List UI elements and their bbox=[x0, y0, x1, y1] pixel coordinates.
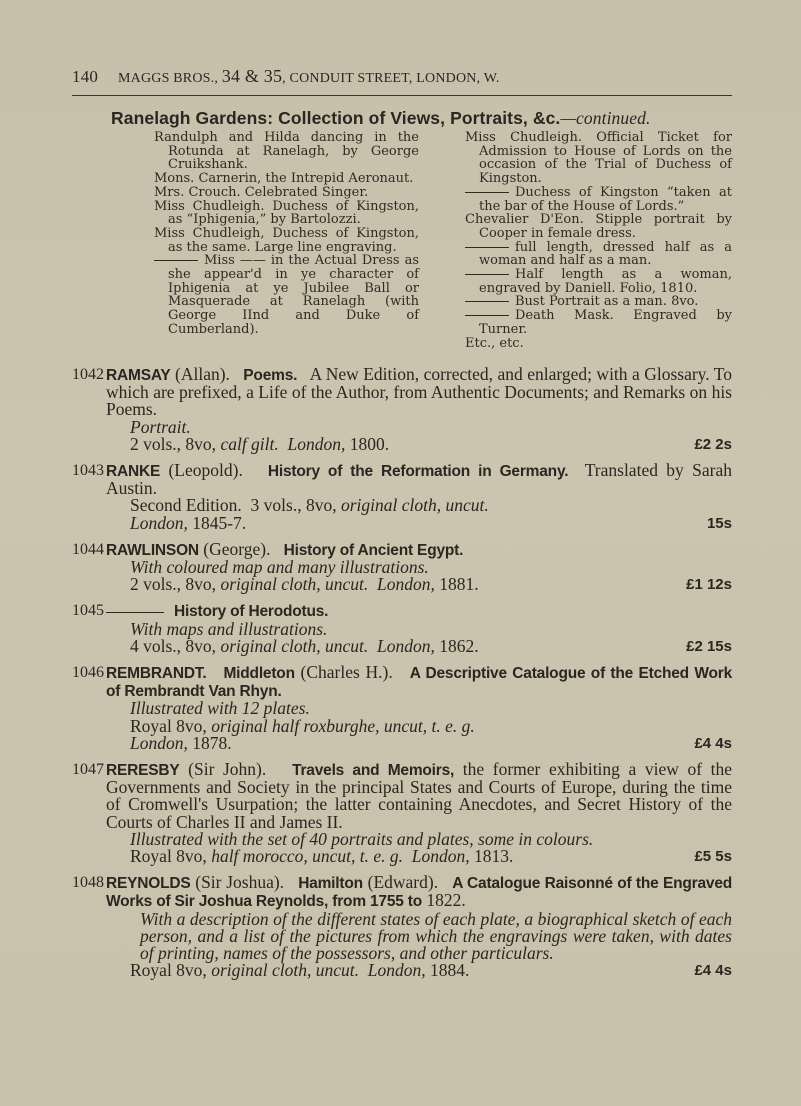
catalogue-entry-1045 bbox=[72, 602, 732, 655]
entry-description: REMBRANDT. Middleton (Charles H.). A Descriptive Catalogue of the Etched Work of Rembrandt Van Rhyn. bbox=[106, 662, 733, 701]
lot-number: 1043 bbox=[72, 462, 104, 480]
catalogue-entry-1042 bbox=[72, 366, 732, 453]
entry-note: With coloured map and many illustrations. bbox=[130, 557, 429, 578]
left-column bbox=[154, 131, 419, 337]
lot-number: 1047 bbox=[72, 761, 104, 779]
section-title: Ranelagh Gardens: Collection of Views, Portraits, &c.—continued. bbox=[111, 108, 651, 128]
lot-number: 1048 bbox=[72, 874, 104, 892]
ditto-dash bbox=[465, 301, 509, 302]
entry-format-line: Royal 8vo, original cloth, uncut. London, 1884. £4 4s bbox=[130, 960, 732, 981]
entry-format-line: Royal 8vo, half morocco, uncut, t. e. g. London, 1813. £5 5s bbox=[130, 846, 732, 867]
list-item: Mrs. Crouch. Celebrated Singer. bbox=[154, 184, 369, 200]
lot-number: 1044 bbox=[72, 540, 104, 558]
ditto-dash bbox=[465, 247, 509, 248]
price: £5 5s bbox=[694, 848, 732, 866]
price: £4 4s bbox=[694, 962, 732, 980]
lot-number: 1045 bbox=[72, 602, 104, 620]
list-item: Randulph and Hilda dancing in the Rotunda at Ranelagh, by George Cruikshank. bbox=[154, 130, 419, 173]
entry-description: REYNOLDS (Sir Joshua). Hamilton (Edward). A Catalogue Raisonné of the Engraved Works of Sir Joshua Reynolds, from 1755 to 1822. bbox=[106, 872, 733, 911]
list-item: Death Mask. Engraved by Turner. bbox=[465, 309, 732, 336]
list-item: Miss Chudleigh. Official Ticket for Admission to House of Lords on the occasion of the Trial of Duchess of Kingston. bbox=[465, 130, 732, 187]
entry-description: History of Herodotus. bbox=[106, 602, 732, 620]
list-item: full length, dressed half as a woman and half as a man. bbox=[465, 241, 732, 268]
price: £4 4s bbox=[694, 734, 732, 752]
entry-note: With maps and illustrations. bbox=[130, 618, 328, 639]
list-item: Etc., etc. bbox=[465, 335, 524, 351]
list-item: Bust Portrait as a man. 8vo. bbox=[465, 295, 732, 309]
list-item: Chevalier D'Eon. Stipple portrait by Cooper in female dress. bbox=[465, 212, 732, 241]
catalogue-entry-1048 bbox=[72, 874, 732, 979]
ditto-dash bbox=[154, 260, 198, 261]
page-number: 140 bbox=[72, 67, 99, 86]
catalogue-entry-1043: 1043 RANKE (Leopold). History of the Reformation in Germany. Translated by Sarah Austin. Second Edition. 3 vols., 8vo, original cloth, uncut. London, 1845-7. 15s bbox=[72, 460, 732, 533]
price: 15s bbox=[706, 514, 732, 532]
entry-description: RAWLINSON (George). History of Ancient Egypt. bbox=[106, 538, 464, 559]
ditto-dash bbox=[465, 315, 509, 316]
price: £2 2s bbox=[694, 435, 732, 453]
entry-note: Illustrated with 12 plates. bbox=[130, 698, 310, 719]
running-head bbox=[72, 66, 732, 87]
ditto-dash bbox=[465, 274, 509, 275]
list-item: Duchess of Kingston “taken at the bar of the House of Lords.” bbox=[465, 186, 732, 213]
entry-format-line: Second Edition. 3 vols., 8vo, original cloth, uncut. bbox=[130, 495, 489, 516]
right-column bbox=[465, 131, 732, 350]
catalogue-entry-1044 bbox=[72, 538, 732, 595]
catalogue-entry-1046: 1046 REMBRANDT. Middleton (Charles H.). A Descriptive Catalogue of the Etched Work of Rembrandt Van Rhyn. Illustrated with 12 plates. Royal 8vo, original half roxburghe, uncut, t. e. g. London, 1878. £4 4s bbox=[72, 662, 733, 753]
catalogue-entry-1047 bbox=[72, 761, 732, 865]
entry-description: RANKE (Leopold). History of the Reformation in Germany. Translated by Sarah Austin. bbox=[106, 460, 732, 499]
lot-number: 1042 bbox=[72, 366, 104, 383]
entry-format-line: 4 vols., 8vo, original cloth, uncut. London, 1862. £2 15s bbox=[130, 635, 732, 656]
header-rule bbox=[72, 95, 732, 96]
ditto-dash bbox=[465, 192, 509, 193]
entry-description: RAMSAY (Allan). Poems. A New Edition, corrected, and enlarged; with a Glossary. To which are prefixed, a Life of the Author, from Authentic Documents; and Remarks on his Poems. bbox=[106, 364, 733, 420]
list-item: Mons. Carnerin, the Intrepid Aeronaut. bbox=[154, 171, 414, 187]
entry-description: RERESBY (Sir John). Travels and Memoirs, the former exhibiting a view of the Governments and Society in the principal States and Courts of Europe, during the time of Cromwell's Usurpation; the latter containing Anecdotes, and Secret History of the Courts of Charles II and James II. bbox=[106, 759, 733, 832]
catalogue-entries bbox=[72, 366, 732, 989]
entry-note: Portrait. bbox=[130, 416, 191, 437]
list-item: Miss Chudleigh, Duchess of Kingston, as the same. Large line engraving. bbox=[154, 225, 419, 255]
entry-format-line: 2 vols., 8vo, original cloth, uncut. London, 1881. £1 12s bbox=[130, 574, 732, 595]
list-item: Miss —— in the Actual Dress as she appear'd in ye character of Iphigenia at ye Jubilee Ball or Masquerade at Ranelagh (with George IInd and Duke of Cumberland). bbox=[154, 254, 419, 336]
ditto-dash bbox=[106, 612, 164, 613]
list-item: Half length as a woman, engraved by Daniell. Folio, 1810. bbox=[465, 268, 732, 295]
entry-note: Illustrated with the set of 40 portraits and plates, some in colours. bbox=[130, 828, 594, 849]
entry-note: With a description of the different states of each plate, a biographical sketch of each person, and a list of the pictures from which the engravings were taken, with dates of printing, names of the possessors, and other particulars. bbox=[140, 908, 732, 964]
publisher-line: MAGGS BROS., 34 & 35, CONDUIT STREET, LONDON, W. bbox=[118, 66, 500, 86]
price: £2 15s bbox=[686, 637, 732, 655]
price: £1 12s bbox=[686, 576, 732, 594]
entry-format-line: Royal 8vo, original half roxburghe, uncut, t. e. g. bbox=[130, 715, 475, 736]
list-item: Miss Chudleigh. Duchess of Kingston, as “Iphigenia,” by Bartolozzi. bbox=[154, 198, 419, 228]
lot-number: 1046 bbox=[72, 664, 104, 682]
entry-format-line: 2 vols., 8vo, calf gilt. London, 1800. £2 2s bbox=[130, 433, 732, 454]
